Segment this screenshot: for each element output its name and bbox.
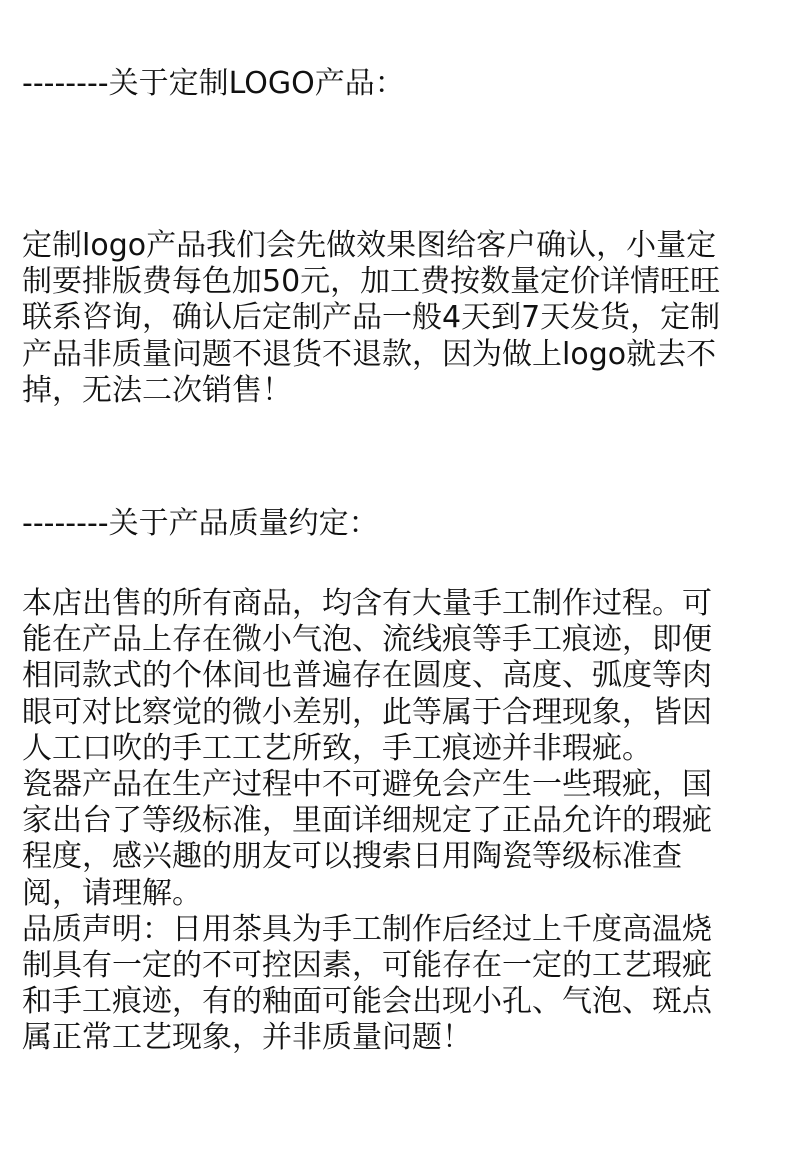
text-line: 属正常工艺现象，并非质量问题！: [22, 1020, 472, 1056]
custom-logo-paragraph: [22, 228, 767, 409]
quality-agreement-paragraph: [22, 586, 767, 1057]
text-line: 联系咨询，确认后定制产品一般4天到7天发货，定制: [22, 300, 721, 336]
text-line: 眼可对比察觉的微小差别，此等属于合理现象，皆因: [22, 694, 712, 730]
text-line: 能在产品上存在微小气泡、流线痕等手工痕迹，即便: [22, 622, 712, 658]
text-line: 相同款式的个体间也普遍存在圆度、高度、弧度等肉: [22, 658, 712, 694]
text-line: 瓷器产品在生产过程中不可避免会产生一些瑕疵，国: [22, 767, 712, 803]
text-line: 本店出售的所有商品，均含有大量手工制作过程。可: [22, 586, 712, 621]
text-line: 家出台了等级标准，里面详细规定了正品允许的瑕疵: [22, 803, 712, 839]
text-line: 人工口吹的手工工艺所致，手工痕迹并非瑕疵。: [22, 730, 652, 766]
text-line: 产品非质量问题不退货不退款，因为做上logo就去不: [22, 336, 717, 372]
text-line: 品质声明：日用茶具为手工制作后经过上千度高温烧: [22, 911, 712, 947]
text-line: 和手工痕迹，有的釉面可能会出现小孔、气泡、斑点: [22, 984, 712, 1020]
text-line: 制具有一定的不可控因素，可能存在一定的工艺瑕疵: [22, 948, 712, 984]
quality-agreement-heading: --------关于产品质量约定：: [22, 506, 379, 541]
text-line: 掉，无法二次销售！: [22, 372, 292, 408]
text-line: 制要排版费每色加50元，加工费按数量定价详情旺旺: [22, 264, 721, 300]
text-line: 定制logo产品我们会先做效果图给客户确认，小量定: [22, 228, 717, 263]
custom-logo-heading: --------关于定制LOGO产品：: [22, 66, 405, 101]
text-line: 阅，请理解。: [22, 875, 202, 911]
text-line: 程度，感兴趣的朋友可以搜索日用陶瓷等级标准查: [22, 839, 682, 875]
